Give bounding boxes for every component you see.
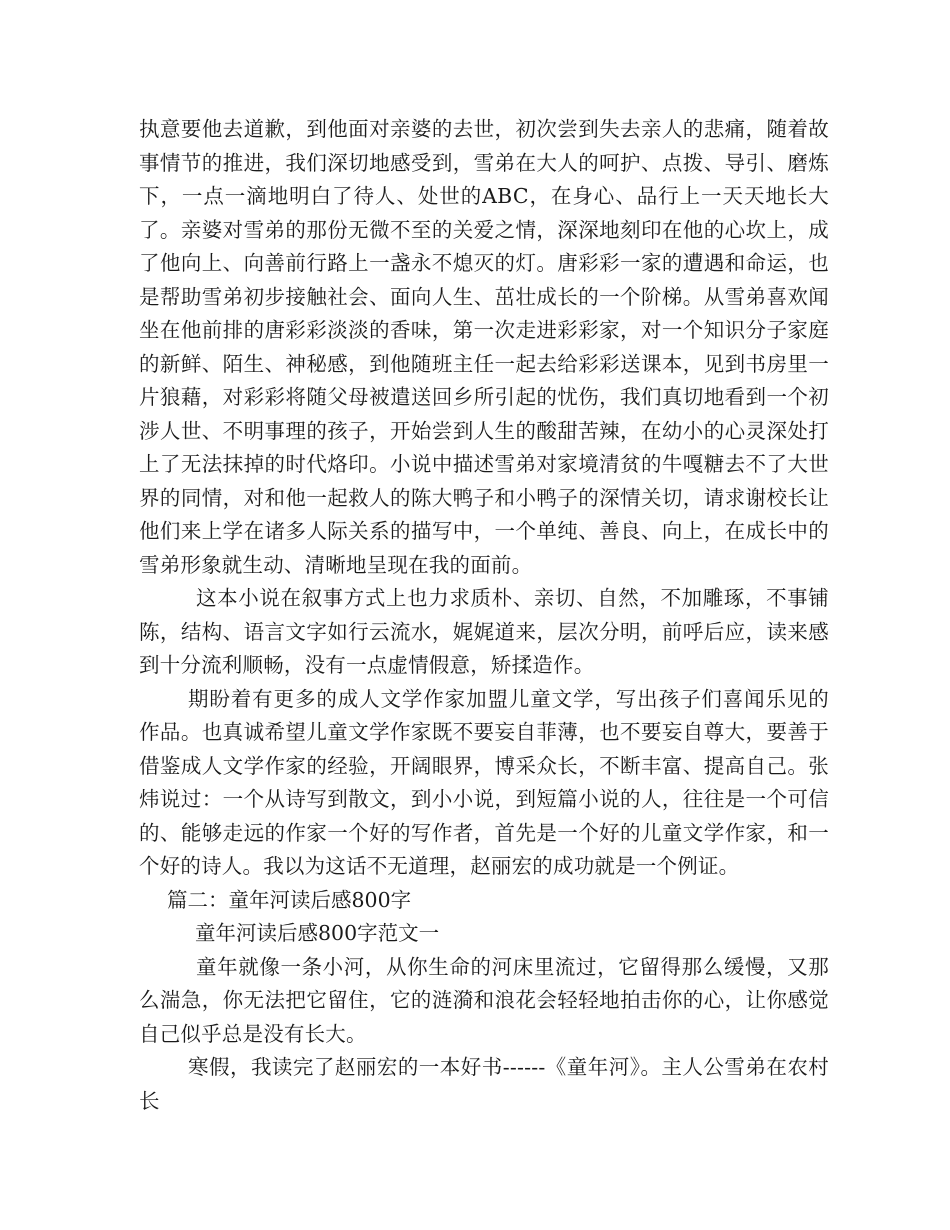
section-heading: 篇二：童年河读后感800字 (167, 887, 412, 912)
document-body (139, 113, 829, 1118)
paragraph-childhood-river: 童年就像一条小河，从你生命的河床里流过，它留得那么缓慢，又那么湍急，你无法把它留住，它的涟漪和浪花会轻轻地拍击你的心，让你感觉自己似乎总是没有长大。 (139, 954, 829, 1046)
paragraph-expectations: 期盼着有更多的成人文学作家加盟儿童文学，写出孩子们喜闻乐见的作品。也真诚希望儿童文学作家既不要妄自菲薄，也不要妄自尊大，要善于借鉴成人文学作家的经验，开阔眼界，博采众长，不断丰富、提高自己。张炜说过：一个从诗写到散文，到小小说，到短篇小说的人，往往是一个可信的、能够走远的作家一个好的写作者，首先是一个好的儿童文学作家，和一个好的诗人。我以为这话不无道理，赵丽宏的成功就是一个例证。 (139, 686, 829, 878)
paragraph-character-analysis: 执意要他去道歉，到他面对亲婆的去世，初次尝到失去亲人的悲痛，随着故事情节的推进，我们深切地感受到，雪弟在大人的呵护、点拨、导引、磨炼下，一点一滴地明白了待人、处世的ABC，在身心、品行上一天天地长大了。亲婆对雪弟的那份无微不至的关爱之情，深深地刻印在他的心坎上，成了他向上、向善前行路上一盏永不熄灭的灯。唐彩彩一家的遭遇和命运，也是帮助雪弟初步接触社会、面向人生、茁壮成长的一个阶梯。从雪弟喜欢闻坐在他前排的唐彩彩淡淡的香味，第一次走进彩彩家，对一个知识分子家庭的新鲜、陌生、神秘感，到他随班主任一起去给彩彩送课本，见到书房里一片狼藉，对彩彩将随父母被遣送回乡所引起的忧伤，我们真切地看到一个初涉人世、不明事理的孩子，开始尝到人生的酸甜苦辣，在幼小的心灵深处打上了无法抹掉的时代烙印。小说中描述雪弟对家境清贫的牛嘎糖去不了大世界的同情，对和他一起救人的陈大鸭子和小鸭子的深情关切，请求谢校长让他们来上学在诸多人际关系的描写中，一个单纯、善良、向上，在成长中的雪弟形象就生动、清晰地呈现在我的面前。 (139, 117, 829, 577)
paragraph-narrative-style: 这本小说在叙事方式上也力求质朴、亲切、自然，不加雕琢，不事铺陈，结构、语言文字如行云流水，娓娓道来，层次分明，前呼后应，读来感到十分流利顺畅，没有一点虚情假意，矫揉造作。 (139, 586, 829, 677)
subsection-heading: 童年河读后感800字范文一 (195, 921, 440, 945)
paragraph-winter-break: 寒假，我读完了赵丽宏的一本好书------《童年河》。主人公雪弟在农村长 (139, 1055, 829, 1113)
